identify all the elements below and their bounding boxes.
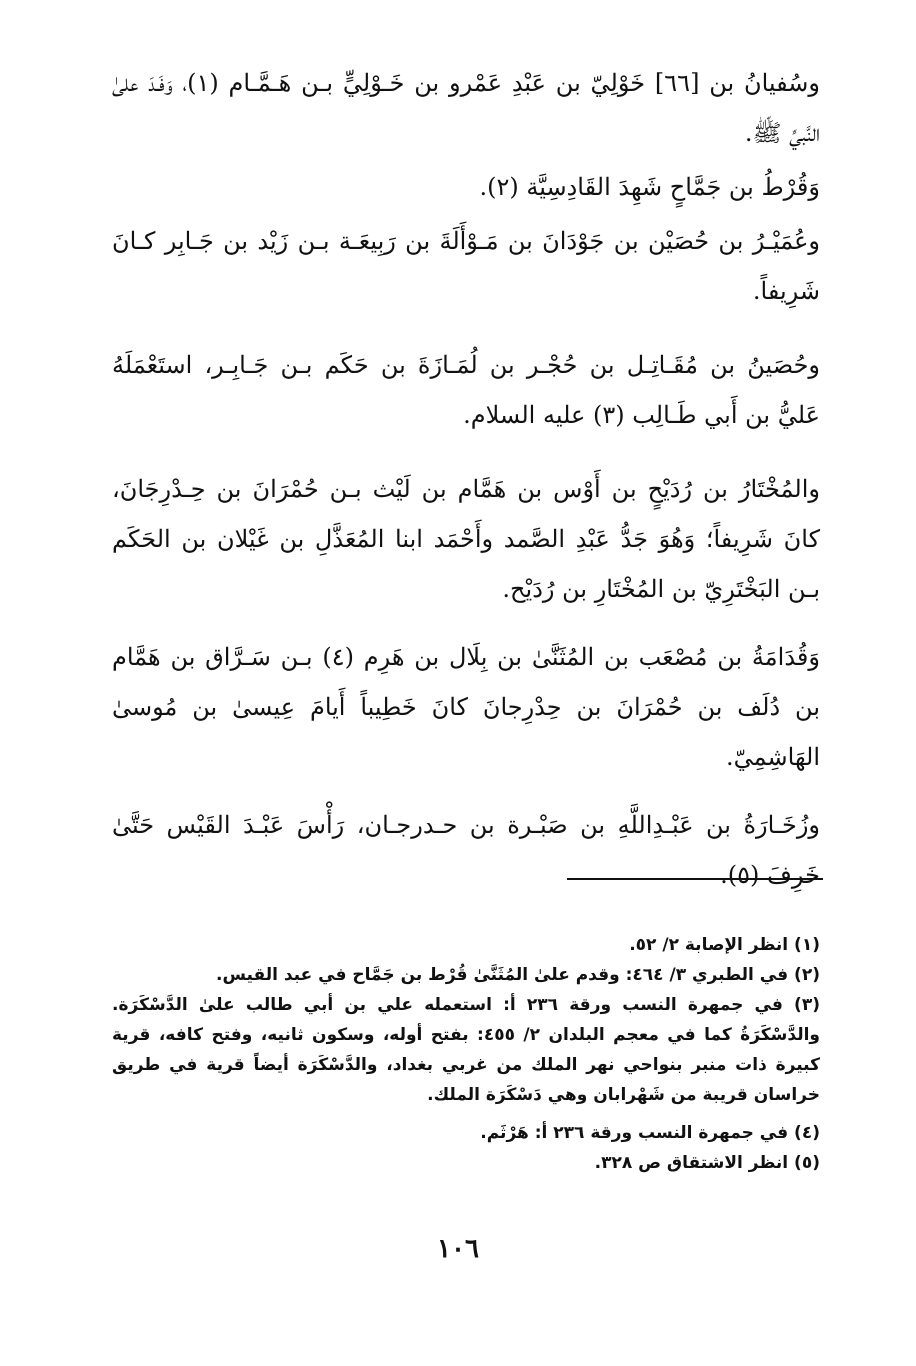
footnote-4: (٤) في جمهرة النسب ورقة ٢٣٦ أ: هَرْثَم. (480, 1123, 820, 1143)
footnote-3: (٣) في جمهرة النسب ورقة ٢٣٦ أ: استعمله علي بن أبي طالب علىٰ الدَّسْكَرَة. والدَّسْكَرَةُ كما في معجم البلدان ٢/ ٤٥٥: بفتح أوله، وسكون ثانيه، وفتح كافه، قرية كبيرة ذات منبر بنواحي نهر الملك من غربي بغداد، والدَّسْكَرَة أيضاً قرية في طريق خراسان قريبة من شَهْرابان وهي دَسْكَرَة الملك. (112, 995, 820, 1105)
paragraph-qurt: وَقُرْطُ بن جَمَّاحٍ شَهِدَ القَادِسِيَّة (٢). (479, 173, 820, 201)
page-number: ١٠٦ (437, 1234, 479, 1264)
paragraph-mukhtar: والمُخْتَارُ بن رُدَيْحٍ بن أَوْس بن هَمَّام بن لَيْث بـن حُمْرَانَ بن حِـدْرِجَانَ، كانَ شَرِيفاً؛ وَهُوَ جَدُّ عَبْدِ الصَّمد وأَحْمَد ابنا المُعَذَّلِ بن غَيْلان بن الحَكَم بـن البَخْتَرِيّ بن المُخْتَارِ بن رُدَيْح. (112, 475, 820, 603)
main-text (112, 58, 820, 900)
footnote-separator (567, 878, 823, 880)
footnote-5: (٥) انظر الاشتقاق ص ٣٢٨. (594, 1153, 820, 1173)
footnote-2: (٢) في الطبري ٣/ ٤٦٤: وقدم علىٰ المُثَنَّىٰ قُرْط بن جَمَّاح في عبد القيس. (216, 965, 820, 985)
paragraph-qudama: وَقُدَامَةُ بن مُصْعَب بن المُثَنَّىٰ بن بِلَال بن هَرِم (٤) بـن سَـرَّاق بن هَمَّام بن دُلَف بن حُمْرَانَ بن حِدْرِجانَ كانَ خَطِيباً أَيامَ عِيسىٰ بن مُوسىٰ الهَاشِمِيّ. (112, 643, 820, 771)
paragraph-husayn: وحُصَينُ بن مُقَـاتِـل بن حُجْـر بن لُمَـازَةَ بن حَكَم بـن جَـابِـر، استَعْمَلَهُ عَليُّ بن أَبي طَـالِب (٣) عليه السلام. (112, 351, 820, 429)
paragraph-zukhara: وزُخَـارَةُ بن عَبْـدِاللَّهِ بن صَبْـرة بن حـدرجـان، رَأْسَ عَبْـدَ القَيْس حَتَّىٰ خَرِفَ (٥). (112, 811, 820, 889)
paragraph-sufyan: وسُفيانُ بن [٦٦] خَوْلِيّ بن عَبْدِ عَمْرو بن خَـوْلِيٍّ بـن هَـمَّـام (١)، وَفَـدَ علىٰ النَّبيِّ ﷺ. (112, 69, 820, 147)
footnote-1: (١) انظر الإصابة ٢/ ٥٢. (629, 935, 820, 955)
footnotes (112, 930, 820, 1178)
paragraph-umayr: وعُمَيْـرُ بن حُصَيْن بن جَوْدَانَ بن مَـوْأَلَةَ بن رَبِيعَـة بـن زَيْد بن جَـابِر كـانَ شَرِيفاً. (112, 227, 820, 305)
